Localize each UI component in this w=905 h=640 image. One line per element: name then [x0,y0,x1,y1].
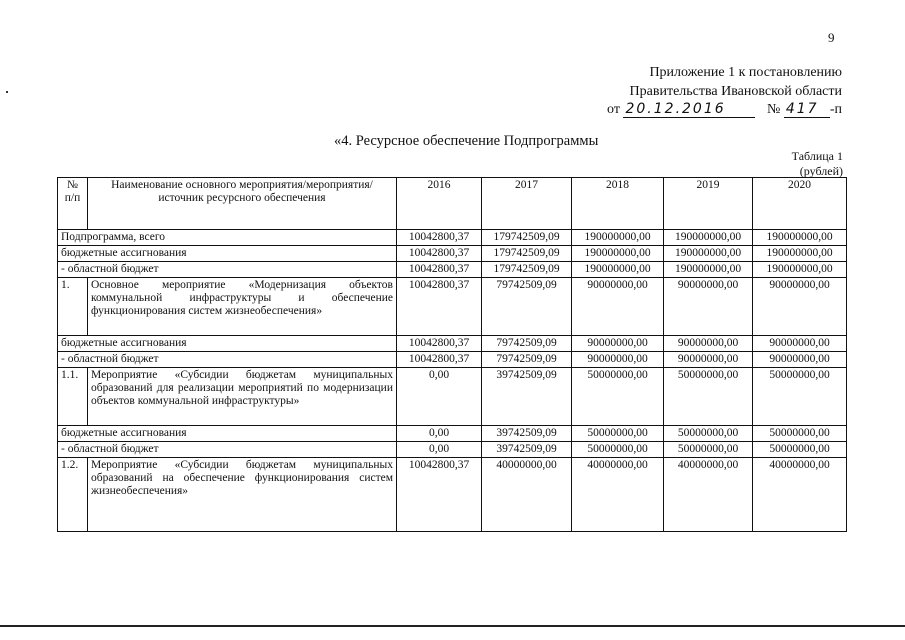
table-label: Таблица 1 [791,149,843,163]
table-row [58,442,847,458]
row-name: Основное мероприятие «Модернизация объектов коммунальной инфраструктуры и обеспечение функционирования систем жизнеобеспечения» [88,278,397,336]
cell-2017: 79742509,09 [482,336,572,352]
appendix-header [630,63,842,101]
cell-2020: 50000000,00 [753,426,847,442]
cell-2016: 10042800,37 [397,262,482,278]
cell-2020: 190000000,00 [753,246,847,262]
cell-2016: 0,00 [397,442,482,458]
number-label: № [766,102,781,117]
table-row [58,262,847,278]
row-name: - областной бюджет [58,442,397,458]
cell-2018: 50000000,00 [572,426,664,442]
cell-2019: 40000000,00 [664,458,753,532]
resource-table [57,177,847,532]
cell-2017: 179742509,09 [482,246,572,262]
row-name: Мероприятие «Субсидии бюджетам муниципальных образований для реализации мероприятий по модернизации объектов коммунальной инфраструктуры» [88,368,397,426]
table-row [58,426,847,442]
cell-2017: 79742509,09 [482,278,572,336]
cell-2018: 190000000,00 [572,262,664,278]
cell-2019: 190000000,00 [664,246,753,262]
row-name: - областной бюджет [58,262,397,278]
table-row [58,458,847,532]
header-2020: 2020 [753,178,847,230]
table-row [58,352,847,368]
row-name: Подпрограмма, всего [58,230,397,246]
section-title: «4. Ресурсное обеспечение Подпрограммы [334,133,599,149]
header-num: № п/п [58,178,88,230]
cell-2020: 190000000,00 [753,262,847,278]
cell-2019: 190000000,00 [664,230,753,246]
cell-2020: 50000000,00 [753,368,847,426]
scan-speck [6,91,8,93]
cell-2016: 10042800,37 [397,352,482,368]
table-row [58,336,847,352]
cell-2017: 179742509,09 [482,230,572,246]
cell-2016: 10042800,37 [397,278,482,336]
from-label: от [607,102,620,117]
handwritten-number: 417 [784,101,830,118]
header-2017: 2017 [482,178,572,230]
table-row [58,278,847,336]
cell-2020: 190000000,00 [753,230,847,246]
table-row [58,230,847,246]
cell-2016: 10042800,37 [397,246,482,262]
row-num: 1. [58,278,88,336]
cell-2018: 90000000,00 [572,278,664,336]
cell-2016: 10042800,37 [397,458,482,532]
row-name: Мероприятие «Субсидии бюджетам муниципальных образований на обеспечение функционирования систем жизнеобеспечения» [88,458,397,532]
row-name: - областной бюджет [58,352,397,368]
cell-2020: 90000000,00 [753,336,847,352]
table-row [58,246,847,262]
row-num: 1.1. [58,368,88,426]
cell-2017: 39742509,09 [482,368,572,426]
cell-2018: 190000000,00 [572,230,664,246]
cell-2018: 40000000,00 [572,458,664,532]
cell-2020: 40000000,00 [753,458,847,532]
number-suffix: -п [829,102,842,117]
cell-2019: 190000000,00 [664,262,753,278]
header-2018: 2018 [572,178,664,230]
cell-2016: 10042800,37 [397,336,482,352]
row-num: 1.2. [58,458,88,532]
cell-2018: 90000000,00 [572,336,664,352]
cell-2016: 0,00 [397,368,482,426]
row-name: бюджетные ассигнования [58,246,397,262]
appendix-line-2: Правительства Ивановской области [629,84,842,99]
cell-2019: 90000000,00 [664,336,753,352]
cell-2017: 179742509,09 [482,262,572,278]
cell-2016: 0,00 [397,426,482,442]
cell-2017: 79742509,09 [482,352,572,368]
cell-2018: 90000000,00 [572,352,664,368]
scan-bottom-edge [0,625,905,627]
cell-2019: 90000000,00 [664,352,753,368]
cell-2017: 39742509,09 [482,442,572,458]
header-2016: 2016 [397,178,482,230]
header-name: Наименование основного мероприятия/мероприятия/источник ресурсного обеспечения [88,178,397,230]
cell-2019: 50000000,00 [664,368,753,426]
cell-2019: 50000000,00 [664,426,753,442]
header-2019: 2019 [664,178,753,230]
row-name: бюджетные ассигнования [58,336,397,352]
handwritten-date: 20.12.2016 [623,101,755,118]
table-header-row [58,178,847,230]
cell-2018: 50000000,00 [572,368,664,426]
units-label: (рублей) [799,164,843,178]
cell-2018: 190000000,00 [572,246,664,262]
cell-2017: 39742509,09 [482,426,572,442]
cell-2020: 90000000,00 [753,352,847,368]
order-reference [607,101,842,120]
cell-2020: 90000000,00 [753,278,847,336]
cell-2019: 50000000,00 [664,442,753,458]
cell-2016: 10042800,37 [397,230,482,246]
cell-2018: 50000000,00 [572,442,664,458]
page-number: 9 [828,30,835,45]
cell-2017: 40000000,00 [482,458,572,532]
table-row [58,368,847,426]
appendix-line-1: Приложение 1 к постановлению [649,65,842,80]
cell-2020: 50000000,00 [753,442,847,458]
row-name: бюджетные ассигнования [58,426,397,442]
cell-2019: 90000000,00 [664,278,753,336]
